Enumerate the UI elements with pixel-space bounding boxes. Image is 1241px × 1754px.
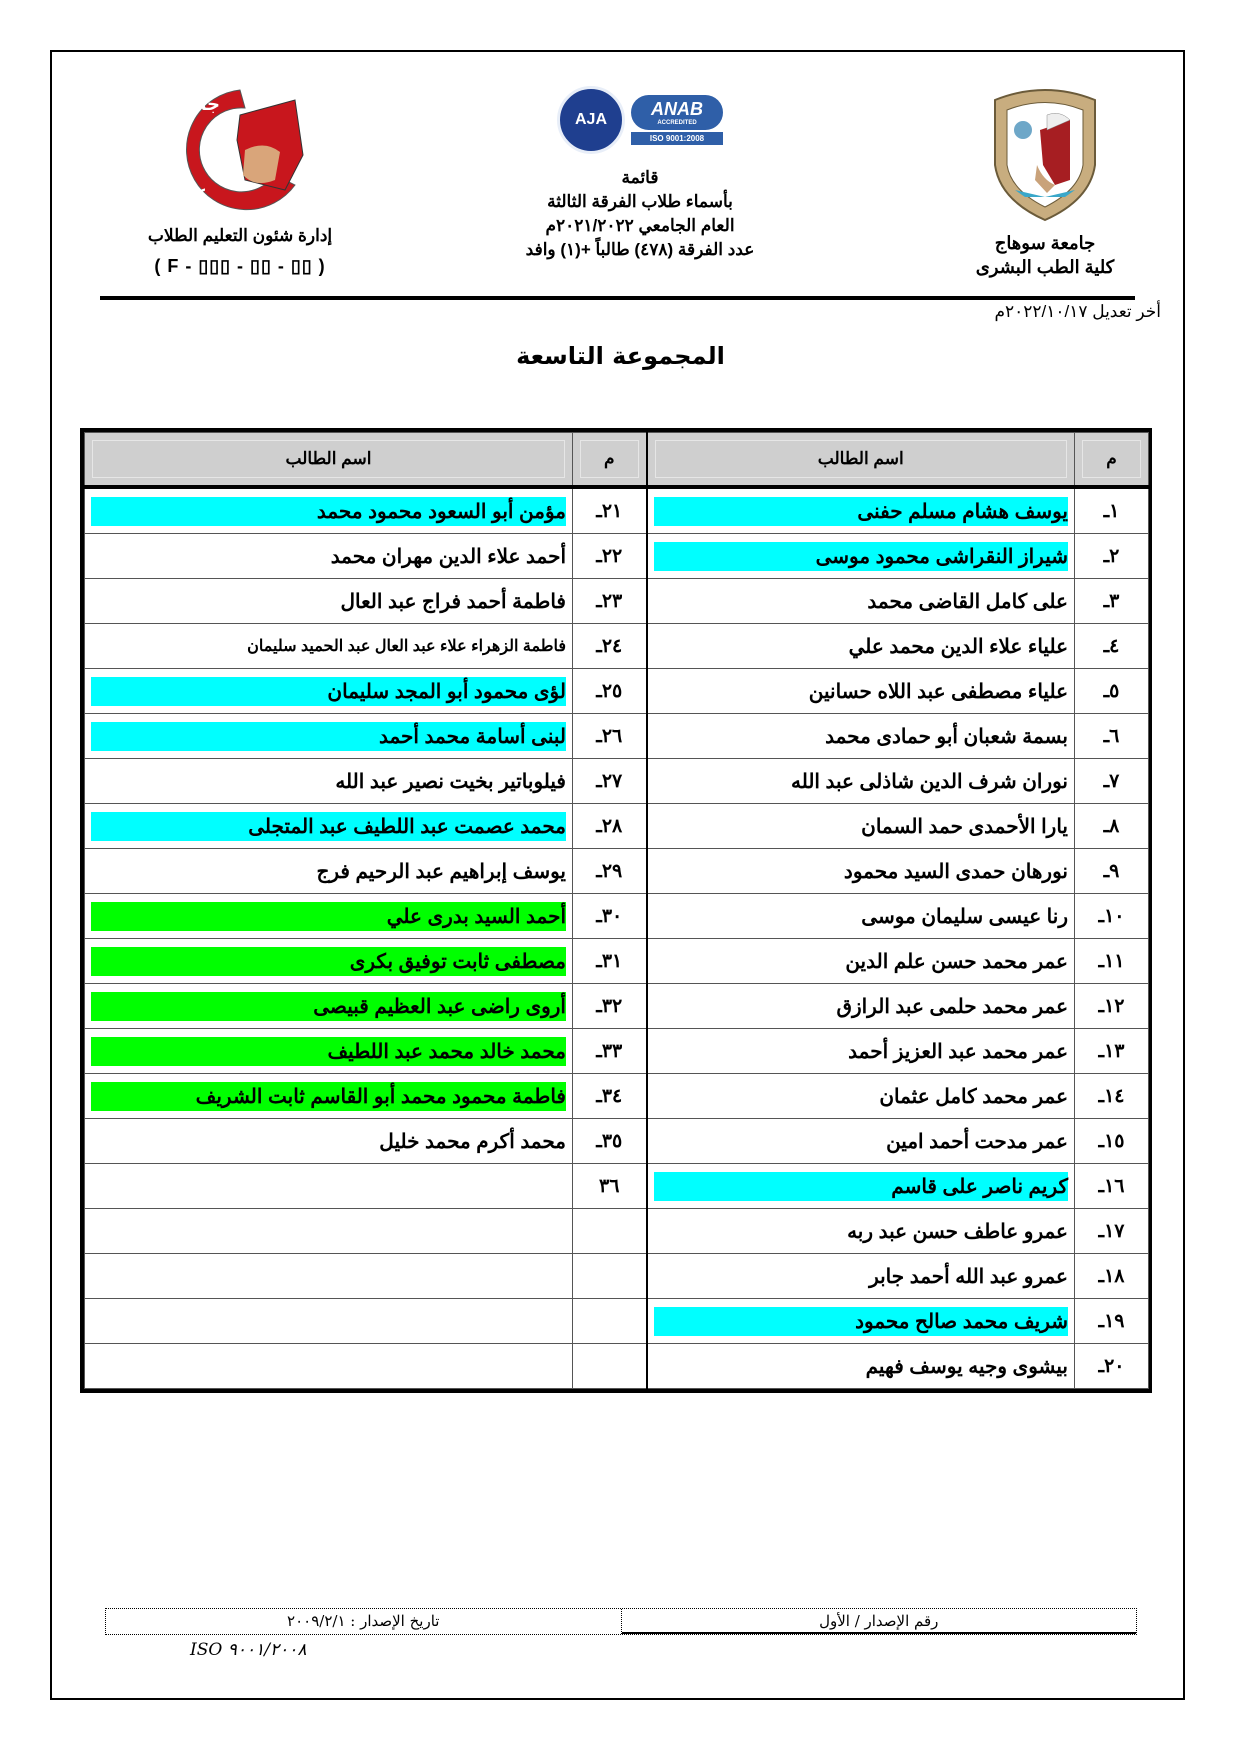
- row-number: ٢٣ـ: [573, 579, 647, 624]
- student-name-cell: [85, 849, 573, 894]
- table-row: [85, 487, 1149, 534]
- student-name-cell: [85, 1164, 573, 1209]
- row-number: ٢٠ـ: [1075, 1344, 1149, 1389]
- table-row: [85, 1254, 1149, 1299]
- student-name: عمر محمد حسن علم الدين: [845, 950, 1068, 973]
- last-modified: أخر تعديل ٢٠٢٢/١٠/١٧م: [994, 302, 1161, 321]
- student-name-cell: [647, 984, 1075, 1029]
- student-name: لبنى أسامة محمد أحمد: [91, 722, 566, 751]
- certification-logos: [480, 80, 800, 160]
- student-name-cell: [85, 1344, 573, 1389]
- table-row: [85, 1074, 1149, 1119]
- student-name: يوسف هشام مسلم حفنى: [654, 497, 1069, 526]
- student-name: [91, 1188, 566, 1192]
- student-name: فاطمة أحمد فراج عبد العال: [340, 590, 566, 613]
- class-count: عدد الفرقة (٤٧٨) طالباً +(١) وافد: [525, 240, 755, 259]
- header-num-right: م: [1075, 433, 1149, 488]
- student-name-cell: [85, 939, 573, 984]
- table-row: [85, 714, 1149, 759]
- row-number: ٩ـ: [1075, 849, 1149, 894]
- student-name: عمر محمد حلمى عبد الرازق: [836, 995, 1068, 1018]
- student-name-cell: [85, 984, 573, 1029]
- table-row: [85, 894, 1149, 939]
- table-row: [85, 1344, 1149, 1389]
- student-name: [91, 1323, 566, 1327]
- table-row: [85, 804, 1149, 849]
- student-name: محمد أكرم محمد خليل: [379, 1130, 566, 1153]
- student-name-cell: [647, 579, 1075, 624]
- row-number: ١٣ـ: [1075, 1029, 1149, 1074]
- table-row: [85, 759, 1149, 804]
- row-number: ٣٠ـ: [573, 894, 647, 939]
- faculty-of-medicine-logo: [100, 80, 335, 210]
- student-name: رنا عيسى سليمان موسى: [861, 905, 1068, 928]
- header-center: [480, 80, 800, 262]
- row-number: ١٥ـ: [1075, 1119, 1149, 1164]
- student-name-cell: [85, 487, 573, 534]
- academic-year: العام الجامعي ٢٠٢١/٢٠٢٢م: [545, 216, 735, 235]
- row-number: ٢٤ـ: [573, 624, 647, 669]
- table-row: [85, 669, 1149, 714]
- row-number: [573, 1344, 647, 1389]
- student-name-cell: [647, 534, 1075, 579]
- student-name: فاطمة الزهراء علاء عبد العال عبد الحميد سليمان: [247, 638, 566, 655]
- student-name-cell: [647, 487, 1075, 534]
- table-row: [85, 849, 1149, 894]
- row-number: ١ـ: [1075, 487, 1149, 534]
- list-title: قائمة: [621, 168, 659, 187]
- iso-standard: ISO ٩٠٠١/٢٠٠٨: [190, 1640, 307, 1660]
- row-number: ٨ـ: [1075, 804, 1149, 849]
- row-number: ٥ـ: [1075, 669, 1149, 714]
- student-name-cell: [647, 1119, 1075, 1164]
- row-number: ٤ـ: [1075, 624, 1149, 669]
- row-number: ٣٦: [573, 1164, 647, 1209]
- student-name: كريم ناصر على قاسم: [654, 1172, 1069, 1201]
- student-name: بسمة شعبان أبو حمادى محمد: [825, 725, 1068, 748]
- sohag-university-logo: [985, 85, 1105, 225]
- student-name-cell: [85, 759, 573, 804]
- table-row: [85, 534, 1149, 579]
- student-name: [91, 1278, 566, 1282]
- student-name-cell: [85, 1029, 573, 1074]
- row-number: ٢ـ: [1075, 534, 1149, 579]
- header-name-right: اسم الطالب: [647, 433, 1075, 488]
- group-title: المجموعة التاسعة: [516, 342, 725, 370]
- row-number: ٦ـ: [1075, 714, 1149, 759]
- university-name: جامعة سوهاج: [994, 233, 1096, 253]
- header-name-left: اسم الطالب: [85, 433, 573, 488]
- header-right: [930, 85, 1160, 279]
- department-name: إدارة شئون التعليم الطلاب: [147, 226, 333, 245]
- student-name: محمد خالد محمد عبد اللطيف: [91, 1037, 566, 1066]
- student-name-cell: [647, 1254, 1075, 1299]
- table-row: [85, 579, 1149, 624]
- student-name: [91, 1368, 566, 1372]
- student-name: لؤى محمود أبو المجد سليمان: [91, 677, 566, 706]
- row-number: ٢٢ـ: [573, 534, 647, 579]
- student-name-cell: [85, 579, 573, 624]
- student-name: عمر مدحت أحمد امين: [886, 1130, 1068, 1153]
- student-name-cell: [85, 624, 573, 669]
- row-number: ٢١ـ: [573, 487, 647, 534]
- svg-text:جامعة سوهاج: جامعة سوهاج: [100, 94, 220, 115]
- student-name: عمرو عاطف حسن عبد ربه: [847, 1220, 1068, 1243]
- student-name-cell: [647, 759, 1075, 804]
- row-number: ٣ـ: [1075, 579, 1149, 624]
- svg-text:كلية الطب: كلية الطب: [113, 186, 205, 207]
- issue-number: رقم الإصدار / الأول: [622, 1609, 1137, 1634]
- row-number: ١١ـ: [1075, 939, 1149, 984]
- header-divider: [100, 296, 1135, 300]
- row-number: ١٨ـ: [1075, 1254, 1149, 1299]
- row-number: ٣٥ـ: [573, 1119, 647, 1164]
- student-name: نوران شرف الدين شاذلى عبد الله: [790, 770, 1068, 793]
- row-number: ١٤ـ: [1075, 1074, 1149, 1119]
- student-name-cell: [85, 669, 573, 714]
- student-name-cell: [85, 1299, 573, 1344]
- student-name-cell: [647, 849, 1075, 894]
- table-row: [85, 1119, 1149, 1164]
- student-name-cell: [647, 624, 1075, 669]
- row-number: [573, 1254, 647, 1299]
- student-name-cell: [647, 1299, 1075, 1344]
- student-name: فاطمة محمود محمد أبو القاسم ثابت الشريف: [91, 1082, 566, 1111]
- student-name-cell: [85, 894, 573, 939]
- student-name-cell: [647, 1164, 1075, 1209]
- student-name-cell: [85, 1074, 573, 1119]
- document-footer: [105, 1608, 1137, 1635]
- student-name: فيلوباتير بخيت نصير عبد الله: [335, 770, 566, 793]
- row-number: ٣٣ـ: [573, 1029, 647, 1074]
- student-name-cell: [647, 1029, 1075, 1074]
- row-number: ٣١ـ: [573, 939, 647, 984]
- student-name-cell: [647, 804, 1075, 849]
- row-number: ١٠ـ: [1075, 894, 1149, 939]
- row-number: ٢٧ـ: [573, 759, 647, 804]
- student-name: بيشوى وجيه يوسف فهيم: [865, 1355, 1068, 1378]
- students-table: [80, 428, 1152, 1393]
- student-name-cell: [647, 1074, 1075, 1119]
- row-number: ٣٤ـ: [573, 1074, 647, 1119]
- student-name-cell: [647, 939, 1075, 984]
- header-num-left: م: [573, 433, 647, 488]
- anab-logo: ANAB ACCREDITED ISO 9001:2008: [631, 95, 723, 145]
- student-name-cell: [647, 1344, 1075, 1389]
- student-name: عمر محمد كامل عثمان: [879, 1085, 1068, 1108]
- row-number: [573, 1299, 647, 1344]
- row-number: ١٢ـ: [1075, 984, 1149, 1029]
- table-row: [85, 1299, 1149, 1344]
- student-name: يوسف إبراهيم عبد الرحيم فرج: [316, 860, 566, 883]
- row-number: ٢٨ـ: [573, 804, 647, 849]
- table-row: [85, 984, 1149, 1029]
- aja-logo: AJA: [557, 86, 625, 154]
- student-name: عمرو عبد الله أحمد جابر: [869, 1265, 1068, 1288]
- table-row: [85, 939, 1149, 984]
- student-name: [91, 1233, 566, 1237]
- student-name: شريف محمد صالح محمود: [654, 1307, 1069, 1336]
- student-name-cell: [85, 534, 573, 579]
- student-name: يارا الأحمدى حمد السمان: [861, 815, 1068, 838]
- row-number: ٣٢ـ: [573, 984, 647, 1029]
- table-header-row: [85, 433, 1149, 488]
- student-name: مؤمن أبو السعود محمود محمد: [91, 497, 566, 526]
- student-name-cell: [647, 714, 1075, 759]
- row-number: [573, 1209, 647, 1254]
- table-row: [85, 624, 1149, 669]
- student-name: نورهان حمدى السيد محمود: [843, 860, 1068, 883]
- student-name: عمر محمد عبد العزيز أحمد: [848, 1040, 1068, 1063]
- faculty-name: كلية الطب البشرى: [975, 257, 1115, 277]
- student-name-cell: [647, 1209, 1075, 1254]
- table-row: [85, 1209, 1149, 1254]
- row-number: ١٩ـ: [1075, 1299, 1149, 1344]
- student-name-cell: [647, 894, 1075, 939]
- student-name: شيراز النقراشى محمود موسى: [654, 542, 1069, 571]
- student-name-cell: [85, 1209, 573, 1254]
- row-number: ٢٩ـ: [573, 849, 647, 894]
- header-left: [100, 80, 370, 277]
- student-name-cell: [85, 804, 573, 849]
- student-name-cell: [85, 1119, 573, 1164]
- student-name: على كامل القاضى محمد: [867, 590, 1068, 613]
- issue-date: تاريخ الإصدار : ٢٠٠٩/٢/١: [106, 1609, 622, 1634]
- list-subtitle: بأسماء طلاب الفرقة الثالثة: [547, 192, 733, 211]
- student-name-cell: [85, 714, 573, 759]
- row-number: ١٧ـ: [1075, 1209, 1149, 1254]
- student-name: مصطفى ثابت توفيق بكرى: [91, 947, 566, 976]
- student-name: أروى راضى عبد العظيم قبيصى: [91, 992, 566, 1021]
- student-name-cell: [85, 1254, 573, 1299]
- student-name: أحمد علاء الدين مهران محمد: [330, 545, 566, 568]
- row-number: ٢٥ـ: [573, 669, 647, 714]
- student-name-cell: [647, 669, 1075, 714]
- row-number: ٧ـ: [1075, 759, 1149, 804]
- row-number: ٢٦ـ: [573, 714, 647, 759]
- student-name: أحمد السيد بدرى علي: [91, 902, 566, 931]
- student-name: علياء مصطفى عبد اللاه حسانين: [808, 680, 1068, 703]
- table-row: [85, 1164, 1149, 1209]
- row-number: ١٦ـ: [1075, 1164, 1149, 1209]
- table-row: [85, 1029, 1149, 1074]
- form-code: ( F - ▯▯▯ - ▯▯ - ▯▯ ): [154, 256, 326, 276]
- student-name: علياء علاء الدين محمد علي: [848, 635, 1068, 658]
- student-name: محمد عصمت عبد اللطيف عبد المتجلى: [91, 812, 566, 841]
